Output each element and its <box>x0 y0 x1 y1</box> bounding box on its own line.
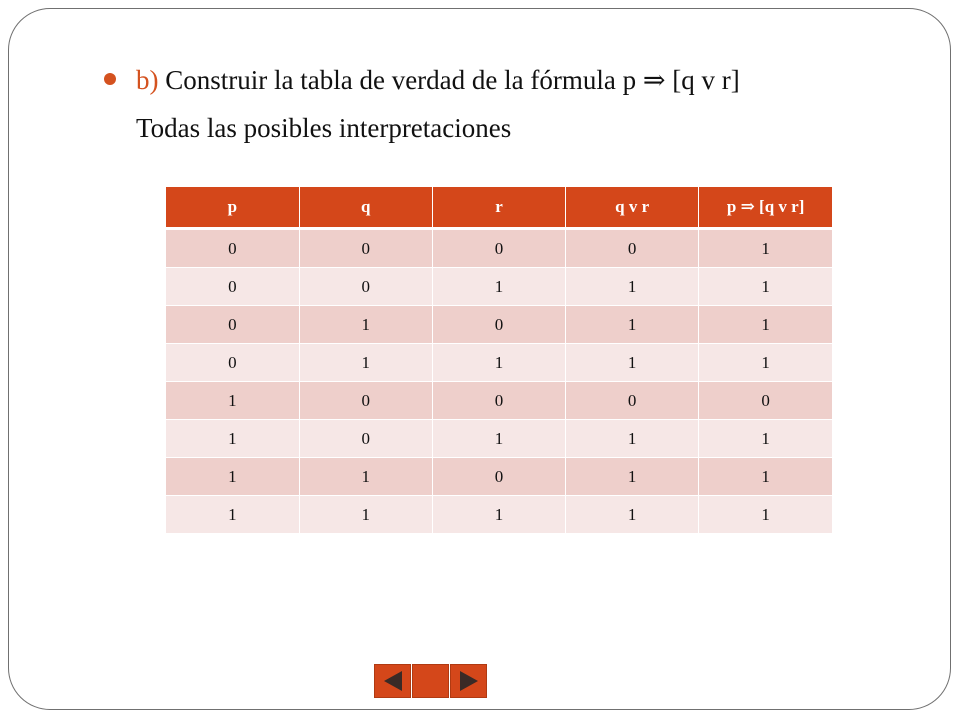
table-cell: 1 <box>299 496 432 534</box>
table-cell: 0 <box>166 344 299 382</box>
table-cell: 1 <box>566 344 699 382</box>
table-cell: 1 <box>566 496 699 534</box>
table-cell: 0 <box>432 382 565 420</box>
table-cell: 0 <box>166 229 299 268</box>
table-cell: 1 <box>699 229 832 268</box>
truth-table <box>166 187 832 533</box>
table-cell: 0 <box>432 458 565 496</box>
table-cell: 1 <box>699 268 832 306</box>
slide-title <box>136 65 740 96</box>
table-cell: 0 <box>299 229 432 268</box>
table-cell: 1 <box>699 306 832 344</box>
table-cell: 1 <box>299 458 432 496</box>
table-cell: 1 <box>166 382 299 420</box>
table-cell: 0 <box>432 306 565 344</box>
title-text: Construir la tabla de verdad de la fórmula p ⇒ [q v r] <box>158 65 740 95</box>
home-slide-button[interactable] <box>412 664 449 698</box>
table-cell: 1 <box>432 496 565 534</box>
triangle-right-icon <box>458 670 480 692</box>
slide-subtitle: Todas las posibles interpretaciones <box>136 113 512 143</box>
table-cell: 0 <box>566 229 699 268</box>
table-cell: 1 <box>299 306 432 344</box>
header-q-or-r: q v r <box>566 187 699 229</box>
next-slide-button[interactable] <box>450 664 487 698</box>
table-cell: 1 <box>699 344 832 382</box>
table-cell: 1 <box>432 344 565 382</box>
table-cell: 1 <box>699 458 832 496</box>
table-row <box>166 306 832 344</box>
table-cell: 0 <box>299 382 432 420</box>
table-cell: 1 <box>566 268 699 306</box>
bullet-dot-icon <box>104 73 116 85</box>
header-q: q <box>299 187 432 229</box>
table-row <box>166 496 832 534</box>
table-row <box>166 344 832 382</box>
table-row <box>166 382 832 420</box>
table-cell: 1 <box>432 268 565 306</box>
triangle-left-icon <box>382 670 404 692</box>
table-row <box>166 229 832 268</box>
header-p: p <box>166 187 299 229</box>
table-cell: 0 <box>299 420 432 458</box>
table-cell: 1 <box>699 420 832 458</box>
table-row <box>166 268 832 306</box>
table-cell: 0 <box>432 229 565 268</box>
table-cell: 0 <box>699 382 832 420</box>
previous-slide-button[interactable] <box>374 664 411 698</box>
table-header-row <box>166 187 832 229</box>
table-cell: 1 <box>166 496 299 534</box>
table-cell: 0 <box>166 306 299 344</box>
table-cell: 1 <box>432 420 565 458</box>
table-cell: 1 <box>299 344 432 382</box>
table-cell: 1 <box>566 458 699 496</box>
table-cell: 0 <box>299 268 432 306</box>
item-label: b) <box>136 65 159 95</box>
table-row <box>166 420 832 458</box>
table-cell: 1 <box>166 420 299 458</box>
table-cell: 1 <box>699 496 832 534</box>
table-cell: 1 <box>566 420 699 458</box>
header-implication: p ⇒ [q v r] <box>699 187 832 229</box>
header-r: r <box>432 187 565 229</box>
slide-navigation <box>374 664 489 700</box>
table-cell: 0 <box>166 268 299 306</box>
table-cell: 1 <box>566 306 699 344</box>
table-cell: 1 <box>166 458 299 496</box>
table-row <box>166 458 832 496</box>
table-cell: 0 <box>566 382 699 420</box>
